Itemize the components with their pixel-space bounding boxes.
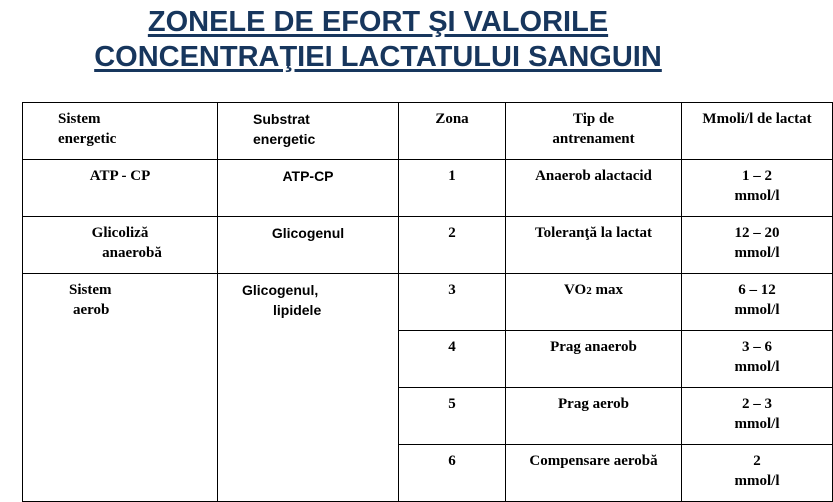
cell-lactate-range: 6 – 12 [738, 282, 776, 298]
cell-training-text [510, 280, 677, 301]
header-lactate-label: Mmoli/l de lactat [702, 111, 812, 127]
header-energy-system-line2: energetic [58, 131, 117, 147]
cell-lactate-range: 1 – 2 [742, 168, 772, 184]
training-vo-subscript: 2 [586, 285, 592, 297]
cell-lactate-unit: mmol/l [734, 245, 780, 261]
cell-lactate-range: 12 – 20 [734, 225, 780, 241]
cell-energy-system-text: ATP - CP [89, 168, 151, 184]
cell-zone [399, 445, 506, 502]
cell-substrate [218, 160, 399, 217]
cell-lactate-range: 2 – 3 [742, 396, 772, 412]
cell-lactate [682, 274, 833, 331]
table-row [23, 217, 833, 274]
cell-zone [399, 274, 506, 331]
cell-lactate-range: 3 – 6 [742, 339, 772, 355]
cell-energy-system [23, 274, 218, 502]
header-zone-label: Zona [435, 111, 469, 127]
cell-training-text: Prag anaerob [550, 339, 637, 355]
cell-energy-system [23, 160, 218, 217]
header-training-line1: Tip de [573, 111, 614, 127]
cell-lactate [682, 217, 833, 274]
header-energy-system-line1: Sistem [58, 111, 101, 127]
header-substrate-line1: Substrat [253, 111, 310, 127]
cell-lactate-unit: mmol/l [734, 416, 780, 432]
cell-zone-text: 6 [448, 453, 456, 469]
cell-substrate [218, 217, 399, 274]
cell-training [506, 331, 682, 388]
cell-substrate-line2: lipidele [273, 302, 322, 318]
cell-lactate [682, 331, 833, 388]
cell-lactate-range: 2 [753, 453, 761, 469]
cell-zone-text: 1 [448, 168, 456, 184]
cell-energy-system-line1: Sistem [69, 282, 112, 298]
title-line-1: ZONELE DE EFORT ŞI VALORILE [147, 6, 609, 38]
cell-lactate-unit: mmol/l [734, 302, 780, 318]
cell-training-text: Compensare aerobă [529, 453, 658, 469]
cell-lactate-unit: mmol/l [734, 473, 780, 489]
title-line-2: CONCENTRAŢIEI LACTATULUI SANGUIN [94, 41, 662, 73]
header-substrate [218, 103, 399, 160]
cell-training [506, 160, 682, 217]
table-row [23, 274, 833, 331]
cell-lactate [682, 445, 833, 502]
header-zone [399, 103, 506, 160]
cell-energy-system-line1: Glicoliză [91, 225, 149, 241]
cell-training [506, 445, 682, 502]
cell-zone [399, 331, 506, 388]
table-row [23, 160, 833, 217]
cell-energy-system-line2: aerob [73, 302, 110, 318]
cell-substrate-text: Glicogenul [271, 225, 345, 241]
cell-zone-text: 3 [448, 282, 456, 298]
cell-training [506, 274, 682, 331]
cell-training [506, 217, 682, 274]
page-title [0, 5, 756, 75]
cell-zone-text: 4 [448, 339, 456, 355]
training-max-text: max [591, 282, 623, 298]
cell-substrate-text: ATP-CP [282, 168, 334, 184]
cell-substrate-line1: Glicogenul, [242, 282, 319, 298]
cell-substrate [218, 274, 399, 502]
cell-zone-text: 5 [448, 396, 456, 412]
header-training-line2: antrenament [552, 131, 635, 147]
cell-training-text: Prag aerob [558, 396, 629, 412]
header-training-type [506, 103, 682, 160]
cell-lactate-unit: mmol/l [734, 359, 780, 375]
header-energy-system [23, 103, 218, 160]
cell-zone [399, 217, 506, 274]
cell-energy-system [23, 217, 218, 274]
cell-zone-text: 2 [448, 225, 456, 241]
cell-zone [399, 388, 506, 445]
table-header-row [23, 103, 833, 160]
lactate-zones-table [22, 102, 833, 502]
cell-lactate-unit: mmol/l [734, 188, 780, 204]
cell-training-text: Anaerob alactacid [535, 168, 652, 184]
header-substrate-line2: energetic [253, 131, 316, 147]
header-lactate [682, 103, 833, 160]
cell-lactate [682, 388, 833, 445]
cell-training-text: Toleranţă la lactat [535, 225, 652, 241]
training-vo-text: VO [564, 282, 587, 298]
cell-training [506, 388, 682, 445]
cell-zone [399, 160, 506, 217]
cell-lactate [682, 160, 833, 217]
cell-energy-system-line2: anaerobă [102, 245, 162, 261]
